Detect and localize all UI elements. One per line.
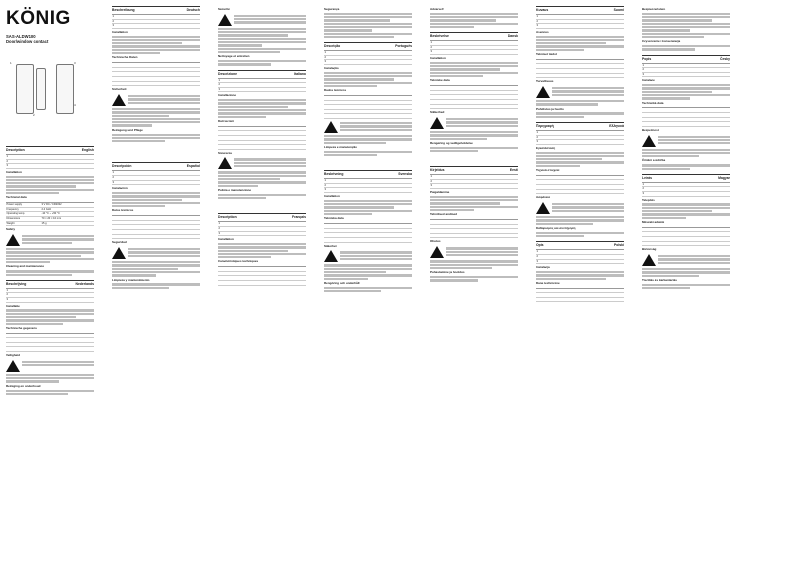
magnet-body	[36, 68, 46, 110]
portugues-installation: Instalação	[324, 65, 339, 70]
espanol-installation: Instalación	[112, 186, 128, 191]
suomi-safety: Turvallisuus	[536, 79, 554, 84]
sensor-back	[56, 61, 76, 114]
italiano-technical: Dati tecnici	[218, 118, 235, 123]
greek-technical: Τεχνικά στοιχεία	[536, 168, 560, 173]
nederlands-safety: Veiligheid	[6, 353, 21, 358]
suomi-technical: Tekniset tiedot	[536, 52, 557, 57]
nederlands-header: Beschrijving Nederlands	[6, 281, 94, 286]
nederlands-cleaning: Reiniging en onderhoud	[6, 383, 41, 388]
magyar-cleaning: Tisztítás és karbantartás	[642, 277, 677, 282]
suomi-cleaning: Puhdistus ja huolto	[536, 106, 564, 111]
polski-technical: Dane techniczne	[536, 280, 560, 285]
polski-header: Opis Polski	[536, 243, 624, 248]
polski-installation: Instalacja	[536, 265, 550, 270]
warning-triangle-icon	[112, 247, 126, 259]
greek-cleaning: Καθαρισμός και συντήρηση	[536, 225, 576, 230]
english-header: Description English	[6, 148, 94, 152]
english-cleaning: Cleaning and maintenance	[6, 264, 45, 269]
italiano-header: Descrizione Italiano	[218, 71, 306, 76]
brand-logo: KÖNIG	[6, 8, 71, 29]
column-6: Kuvaus Suomi 1 2 3 Asennus Tekniset tiedot Turvallisuus Puhdistus ja huolto Περιγραφή Ελληνικά 1 2 3 Εγκατάσταση Τεχνικά στοιχεία Ασφάλεια Καθαρισμός και συντήρηση Opis Polski 1 2 3 Instalacja Dane techniczne	[536, 6, 624, 561]
italiano-cleaning: Pulizia e manutenzione	[218, 187, 252, 192]
italiano-installation: Installazione	[218, 93, 237, 98]
warning-triangle-icon	[430, 117, 444, 129]
column-3: Sécurité Nettoyage et entretien Descrizione Italiano 1 2 3 Installazione Dati tecnici Sicurezza Pulizia e manutenzione Description Français 1 2 3 Installation Caractéristiques techniques	[218, 6, 306, 561]
italiano-safety: Sicurezza	[218, 150, 232, 155]
magyar-header: Leírás Magyar	[642, 175, 730, 180]
warning-triangle-icon	[324, 250, 338, 262]
deutsch-installation: Installation	[112, 29, 128, 34]
eesti-technical: Tehnilised andmed	[430, 212, 457, 217]
suomi-installation: Asennus	[536, 29, 549, 34]
column-4: Segurança Descrição Português 1 2 3 Instalação Dados técnicos Limpeza e manutenção Beskrivning Svenska 1 2 3 Installation Tekniska data Säkerhet Rengöring och underhåll	[324, 6, 412, 561]
english-technical: Technical data	[6, 195, 27, 200]
espanol-safety: Seguridad	[112, 240, 127, 245]
francais-header: Description Français	[218, 215, 306, 220]
warning-triangle-icon	[642, 135, 656, 147]
cesky-installation: Instalace	[642, 78, 655, 83]
francais-safety-top: Sécurité	[218, 7, 230, 11]
nederlands-technical: Technische gegevens	[6, 325, 37, 330]
deutsch-technical: Technische Daten	[112, 55, 138, 60]
portugues-header: Descrição Português	[324, 44, 412, 49]
english-safety: Safety	[6, 227, 16, 232]
dansk-technical: Tekniske data	[430, 78, 450, 83]
model-number: SAS-ALDW100	[6, 34, 36, 39]
warning-triangle-icon	[112, 94, 126, 106]
column-5: Advarsel! Beskrivelse Dansk 1 2 3 Installation Tekniske data Sikkerhed Rengøring og vedligeholdelse Kirjeldus Eesti 1 2 3 Paigaldamine Tehnilised andmed Ohutus Puhastamine ja hooldus	[430, 6, 518, 561]
greek-header: Περιγραφή Ελληνικά	[536, 124, 624, 129]
warning-triangle-icon	[218, 14, 232, 26]
cesky-header: Popis Česky	[642, 56, 730, 61]
dansk-cleaning: Rengøring og vedligeholdelse	[430, 140, 473, 145]
espanol-header: Descripción Español	[112, 164, 200, 169]
english-desc-table: 1 2 3	[6, 154, 94, 169]
warning-triangle-icon	[6, 234, 20, 246]
portugues-cleaning: Limpeza e manutenção	[324, 144, 358, 149]
warning-triangle-icon	[430, 246, 444, 258]
svenska-installation: Installation	[324, 194, 340, 199]
dansk-warning-top: Advarsel!	[430, 7, 444, 11]
eesti-cleaning: Puhastamine ja hooldus	[430, 270, 465, 275]
column-2: Beschreibung Deutsch 1 2 3 Installation Technische Daten Sicherheit Reinigung und Pflege Descripción Español 1 2 3 Instalación Datos técnicos Seguridad Limpieza y mantenimiento	[112, 6, 200, 561]
deutsch-cleaning: Reinigung und Pflege	[112, 127, 143, 132]
svenska-cleaning: Rengöring och underhåll	[324, 280, 360, 285]
portugues-technical: Dados técnicos	[324, 88, 347, 93]
espanol-cleaning: Limpieza y mantenimiento	[112, 277, 150, 282]
warning-triangle-icon	[536, 86, 550, 98]
eesti-installation: Paigaldamine	[430, 189, 450, 194]
cesky-technical: Technická data	[642, 100, 664, 105]
francais-technical: Caractéristiques techniques	[218, 259, 259, 264]
espanol-technical: Datos técnicos	[112, 208, 134, 213]
magyar-installation: Telepítés	[642, 197, 655, 202]
english-install-text	[6, 176, 94, 195]
english-tech-table: Power supply 3 V DC / CR2032 Frequency 2.4 GHz Operating temp. -10 °C ~ +50 °C Dimensions 70 × 20 × 10 mm Weight 15 g	[6, 202, 94, 226]
callout-3: 3	[74, 61, 76, 65]
francais-cleaning: Nettoyage et entretien	[218, 54, 250, 59]
deutsch-header: Beschreibung Deutsch	[112, 8, 200, 12]
eesti-header: Kirjeldus Eesti	[430, 168, 518, 173]
warning-triangle-icon	[6, 360, 20, 372]
warning-triangle-icon	[324, 121, 338, 133]
cesky-cleaning: Čištění a údržba	[642, 158, 666, 163]
nederlands-installation: Installatie	[6, 303, 20, 308]
cesky-safety: Bezpečnost	[642, 127, 659, 132]
english-installation: Installation	[6, 169, 22, 174]
callout-2: 2	[33, 113, 35, 117]
svenska-header: Beskrivning Svenska	[324, 172, 412, 177]
magyar-technical: Műszaki adatok	[642, 219, 665, 224]
callout-1: 1	[10, 61, 12, 65]
product-title: Door/window contact	[6, 39, 49, 44]
svenska-safety: Säkerhet	[324, 243, 337, 248]
greek-installation: Εγκατάσταση	[536, 145, 556, 150]
francais-installation: Installation	[218, 237, 234, 242]
eesti-safety: Ohutus	[430, 239, 441, 244]
polski-cleaning: Czyszczenie i konserwacja	[642, 39, 681, 44]
magyar-safety: Biztonság	[642, 247, 657, 252]
product-illustration	[6, 54, 94, 142]
column-1: KÖNIG SAS-ALDW100 Door/window contact 1 2 3 4 Description English 1 2 3 Installation Technical data Power supply 3 V DC / CR2032 Frequency 2.4 GHz Operating temp. -10 °C ~ +50 °C Dimensions 70 × 20 × 10 mm Weight 15 g Safety Cleaning and maintenance Beschrijving Nederlands 1 2 3 Installatie Technische gegevens Veiligheid Reiniging en onderhoud	[6, 6, 94, 561]
column-7: Bezpieczeństwo Czyszczenie i konserwacja Popis Česky 1 2 3 Instalace Technická data Bezpečnost Čištění a údržba Leírás Magyar 1 2 3 Telepítés Műszaki adatok Biztonság Tisztítás és karbantartás	[642, 6, 730, 561]
dansk-header: Beskrivelse Dansk	[430, 34, 518, 39]
warning-triangle-icon	[642, 254, 656, 266]
portugues-safety: Segurança	[324, 7, 340, 11]
english-warning-block	[6, 234, 94, 246]
warning-triangle-icon	[536, 202, 550, 214]
greek-safety: Ασφάλεια	[536, 195, 550, 200]
suomi-header: Kuvaus Suomi	[536, 8, 624, 12]
dansk-installation: Installation	[430, 56, 446, 61]
svenska-technical: Tekniska data	[324, 216, 344, 221]
dansk-safety: Sikkerhed	[430, 110, 445, 115]
warning-triangle-icon	[218, 157, 232, 169]
callout-4: 4	[74, 103, 76, 107]
sensor-body	[16, 64, 34, 114]
polski-safety: Bezpieczeństwo	[642, 7, 666, 11]
deutsch-safety: Sicherheit	[112, 87, 127, 92]
